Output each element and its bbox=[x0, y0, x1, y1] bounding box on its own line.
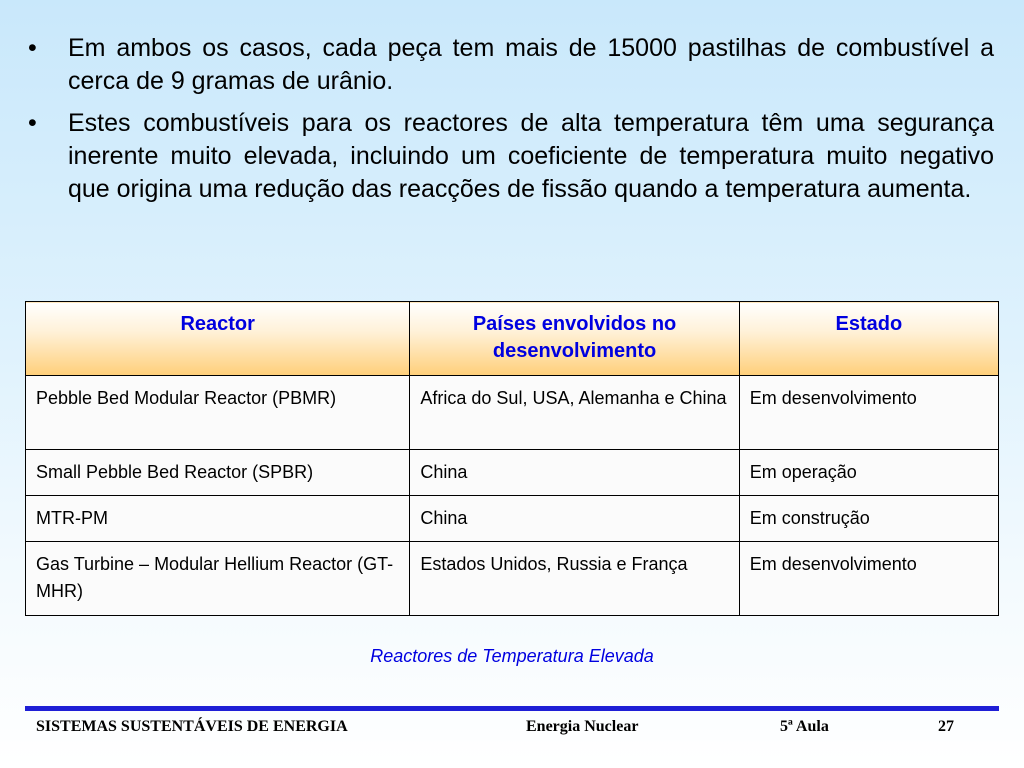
cell-reactor: Gas Turbine – Modular Hellium Reactor (GT-MHR) bbox=[26, 542, 410, 616]
bullet-text: Em ambos os casos, cada peça tem mais de 15000 pastilhas de combustível a cerca de 9 gramas de urânio. bbox=[68, 34, 994, 95]
footer-divider bbox=[25, 706, 999, 711]
header-status: Estado bbox=[739, 302, 998, 376]
cell-countries: China bbox=[410, 450, 739, 496]
bullet-marker: • bbox=[28, 109, 37, 137]
cell-status: Em desenvolvimento bbox=[739, 376, 998, 450]
table-row bbox=[26, 542, 999, 616]
header-countries: Países envolvidos no desenvolvimento bbox=[410, 302, 739, 376]
cell-countries: Africa do Sul, USA, Alemanha e China bbox=[410, 376, 739, 450]
footer bbox=[0, 718, 1024, 742]
table-caption: Reactores de Temperatura Elevada bbox=[370, 646, 654, 666]
table-row bbox=[26, 450, 999, 496]
bullet-marker: • bbox=[28, 34, 37, 62]
footer-lesson: 5ª Aula bbox=[780, 718, 829, 735]
cell-reactor: MTR-PM bbox=[26, 496, 410, 542]
table-header-row bbox=[26, 302, 999, 376]
bullet-text: Estes combustíveis para os reactores de alta temperatura têm uma segurança inerente muito elevada, incluindo um coeficiente de temperatura muito negativo que origina uma redução das reacções de fissão quando a temperatura aumenta. bbox=[68, 109, 994, 203]
cell-status: Em desenvolvimento bbox=[739, 542, 998, 616]
header-reactor: Reactor bbox=[26, 302, 410, 376]
cell-status: Em operação bbox=[739, 450, 998, 496]
footer-topic: Energia Nuclear bbox=[526, 718, 639, 735]
cell-reactor: Small Pebble Bed Reactor (SPBR) bbox=[26, 450, 410, 496]
footer-course-title: SISTEMAS SUSTENTÁVEIS DE ENERGIA bbox=[36, 718, 348, 735]
cell-countries: Estados Unidos, Russia e França bbox=[410, 542, 739, 616]
page-number: 27 bbox=[938, 718, 954, 735]
bullet-list bbox=[28, 32, 994, 215]
cell-countries: China bbox=[410, 496, 739, 542]
bullet-item bbox=[28, 32, 994, 98]
bullet-item bbox=[28, 107, 994, 206]
reactor-table bbox=[25, 301, 999, 616]
table-row bbox=[26, 376, 999, 450]
table-row bbox=[26, 496, 999, 542]
cell-reactor: Pebble Bed Modular Reactor (PBMR) bbox=[26, 376, 410, 450]
cell-status: Em construção bbox=[739, 496, 998, 542]
